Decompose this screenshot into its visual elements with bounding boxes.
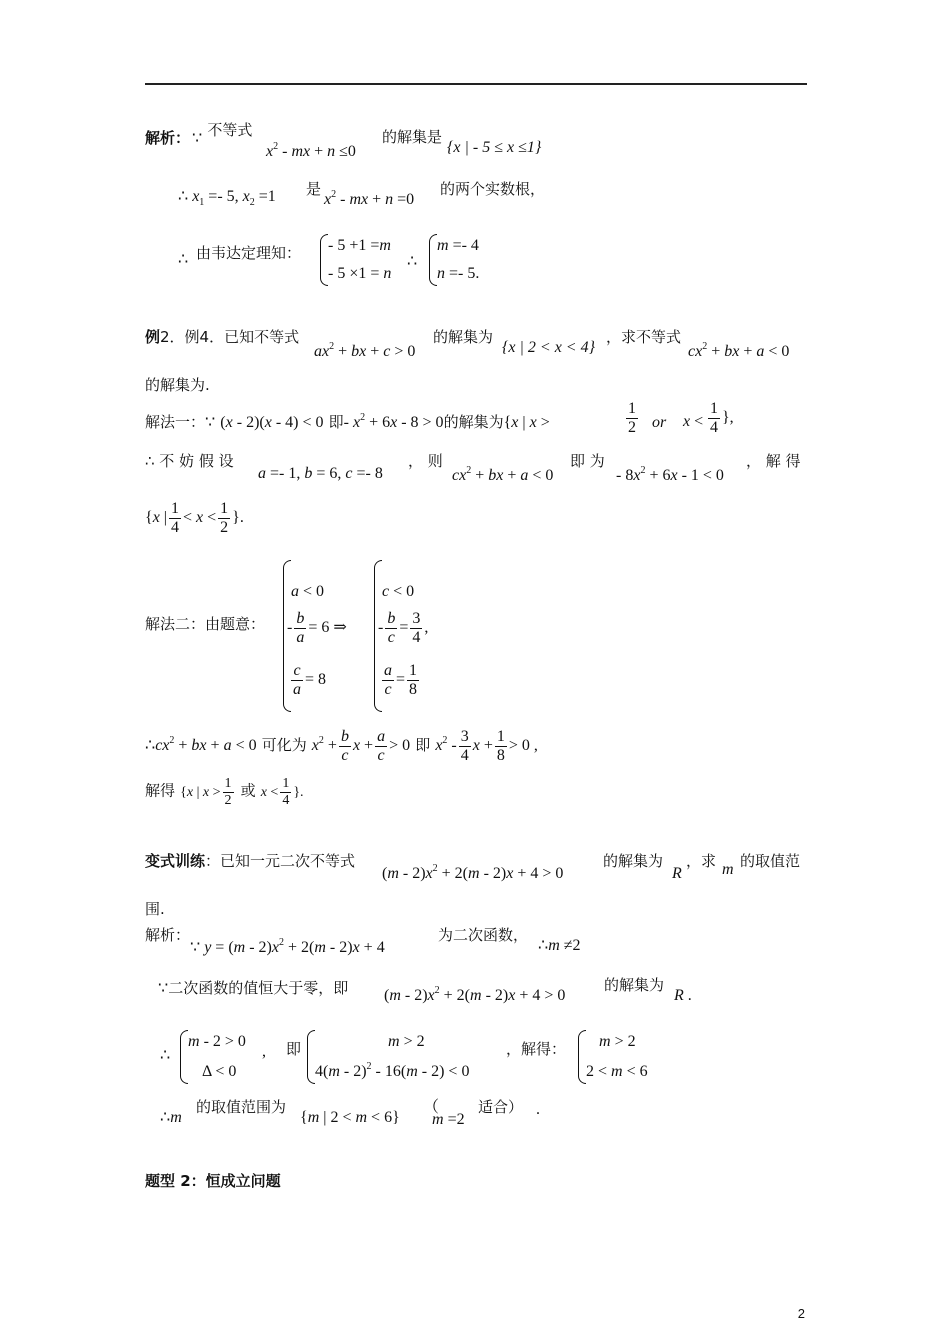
- solution-2-label: 解法二：由题意：: [145, 615, 266, 633]
- system-brace: [320, 234, 328, 286]
- system-brace: [429, 234, 437, 286]
- example-2-heading: 例2．例4．已知不等式: [145, 328, 300, 346]
- variation-heading: 变式训练：已知一元二次不等式: [145, 852, 356, 870]
- solution-2-result: 解得 {x | x > $\frac{1}{2}$ 或 x < $\frac{1}{4}$ }.: [145, 776, 304, 808]
- analysis-label: 解析: [145, 129, 176, 147]
- solution-2-line-2: $\therefore cx^2$ + bx + a < 0 可化为 $x^2$ + $\frac{b}{c}$ x + $\frac{a}{c}$ > 0 即 $x^2$ - $\frac{3}{4}$ x + $\frac{1}{8}$ > 0 ,: [145, 728, 538, 764]
- system-brace: [180, 1030, 188, 1084]
- system-brace: [307, 1030, 315, 1084]
- solution-set-1: {x | - 5 ≤ x ≤1}: [447, 139, 542, 156]
- analysis-2-line-2: ∵二次函数的值恒大于零，即: [158, 979, 349, 997]
- section-heading-type-2: 题型 2：恒成立问题: [145, 1172, 281, 1190]
- analysis-1-line-2: ∴ $x_1 =- 5$, $x_2 =1$: [178, 188, 276, 208]
- analysis-1-line-1: 解析： ∵ 不等式: [145, 121, 253, 147]
- header-rule: [145, 83, 807, 85]
- system-brace: [578, 1030, 586, 1084]
- inequality-x2-mx-n: $x^2$ - mx + n ≤0: [266, 141, 356, 160]
- solution-1-line-1: 解法一：∵ (x - 2)(x - 4) < 0 即- $x^2 + 6x - 8 > 0$的解集为{x | x >: [145, 412, 550, 431]
- analysis-2-label: 解析：: [145, 926, 191, 944]
- solution-1-result: {x | $\frac{1}{4}$ < x < $\frac{1}{2}$ }.: [145, 500, 244, 536]
- page-number: 2: [797, 1306, 805, 1321]
